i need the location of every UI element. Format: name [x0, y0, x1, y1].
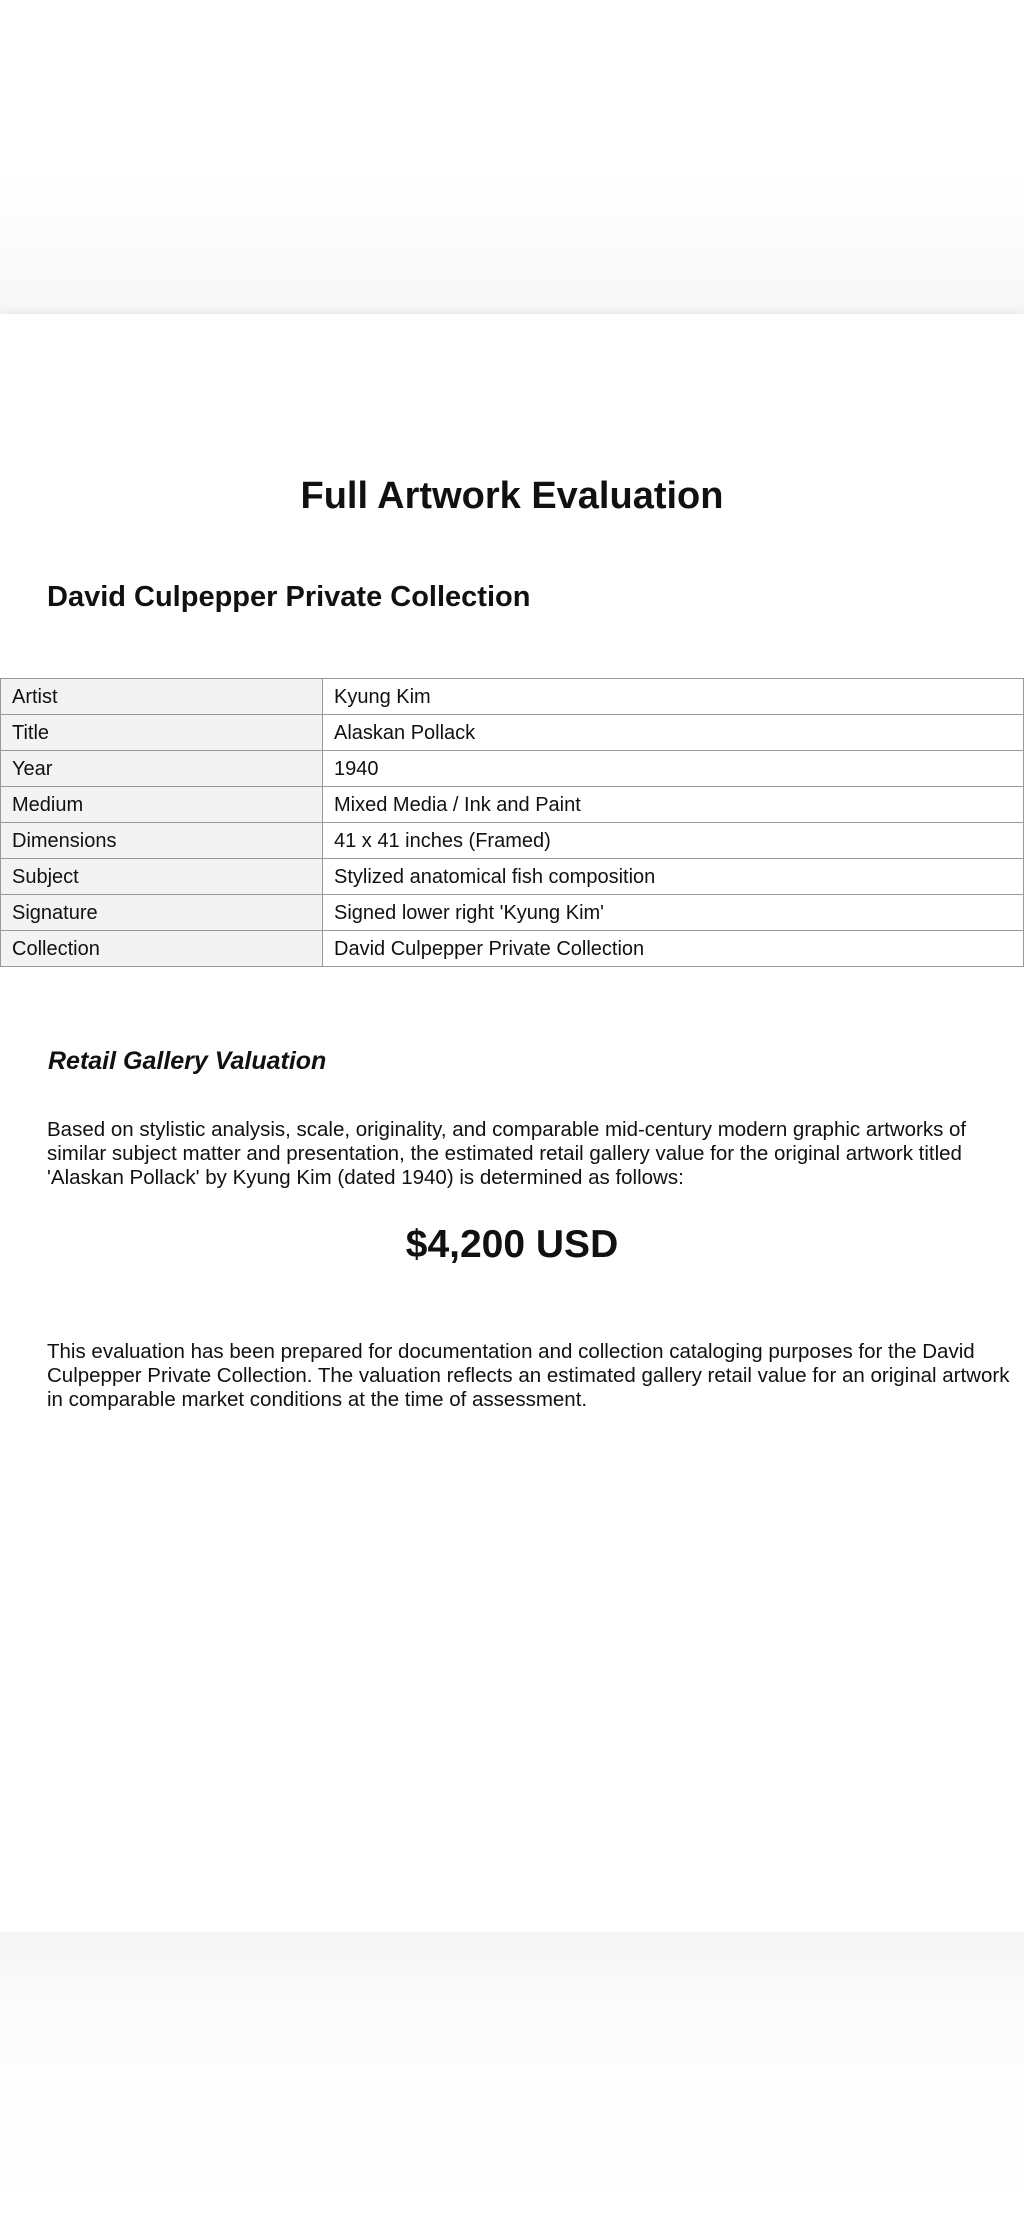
table-row	[1, 751, 1024, 787]
valuation-intro-paragraph: Based on stylistic analysis, scale, originality, and comparable mid-century modern graphic artworks of similar subject matter and presentation, the estimated retail gallery value for the original artwork titled 'Alaskan Pollack' by Kyung Kim (dated 1940) is determined as follows:	[47, 1118, 967, 1189]
row-label-signature: Signature	[1, 895, 323, 931]
valuation-amount: $4,200 USD	[405, 1223, 619, 1266]
collection-heading: David Culpepper Private Collection	[47, 581, 531, 613]
row-label-artist: Artist	[1, 679, 323, 715]
row-label-dimensions: Dimensions	[1, 823, 323, 859]
viewer-top-margin	[0, 0, 1024, 314]
table-row	[1, 895, 1024, 931]
row-label-medium: Medium	[1, 787, 323, 823]
table-row	[1, 715, 1024, 751]
row-value-artist: Kyung Kim	[323, 679, 1024, 715]
document-page[interactable]	[0, 314, 1024, 1932]
table-row	[1, 679, 1024, 715]
table-row	[1, 787, 1024, 823]
row-value-signature: Signed lower right 'Kyung Kim'	[323, 895, 1024, 931]
table-row	[1, 859, 1024, 895]
table-row	[1, 823, 1024, 859]
artwork-details-table	[0, 678, 1024, 967]
closing-paragraph: This evaluation has been prepared for documentation and collection cataloging purposes for the David Culpepper Private Collection. The valuation reflects an estimated gallery retail value for an original artwork in comparable market conditions at the time of assessment.	[47, 1340, 1010, 1411]
row-label-title: Title	[1, 715, 323, 751]
row-label-year: Year	[1, 751, 323, 787]
row-value-medium: Mixed Media / Ink and Paint	[323, 787, 1024, 823]
row-value-subject: Stylized anatomical fish composition	[323, 859, 1024, 895]
row-value-title: Alaskan Pollack	[323, 715, 1024, 751]
row-value-collection: David Culpepper Private Collection	[323, 931, 1024, 967]
row-label-collection: Collection	[1, 931, 323, 967]
page-title: Full Artwork Evaluation	[300, 475, 724, 517]
row-value-dimensions: 41 x 41 inches (Framed)	[323, 823, 1024, 859]
valuation-heading: Retail Gallery Valuation	[48, 1047, 327, 1075]
viewer-bottom-margin	[0, 1932, 1024, 2215]
row-label-subject: Subject	[1, 859, 323, 895]
row-value-year: 1940	[323, 751, 1024, 787]
table-row	[1, 931, 1024, 967]
